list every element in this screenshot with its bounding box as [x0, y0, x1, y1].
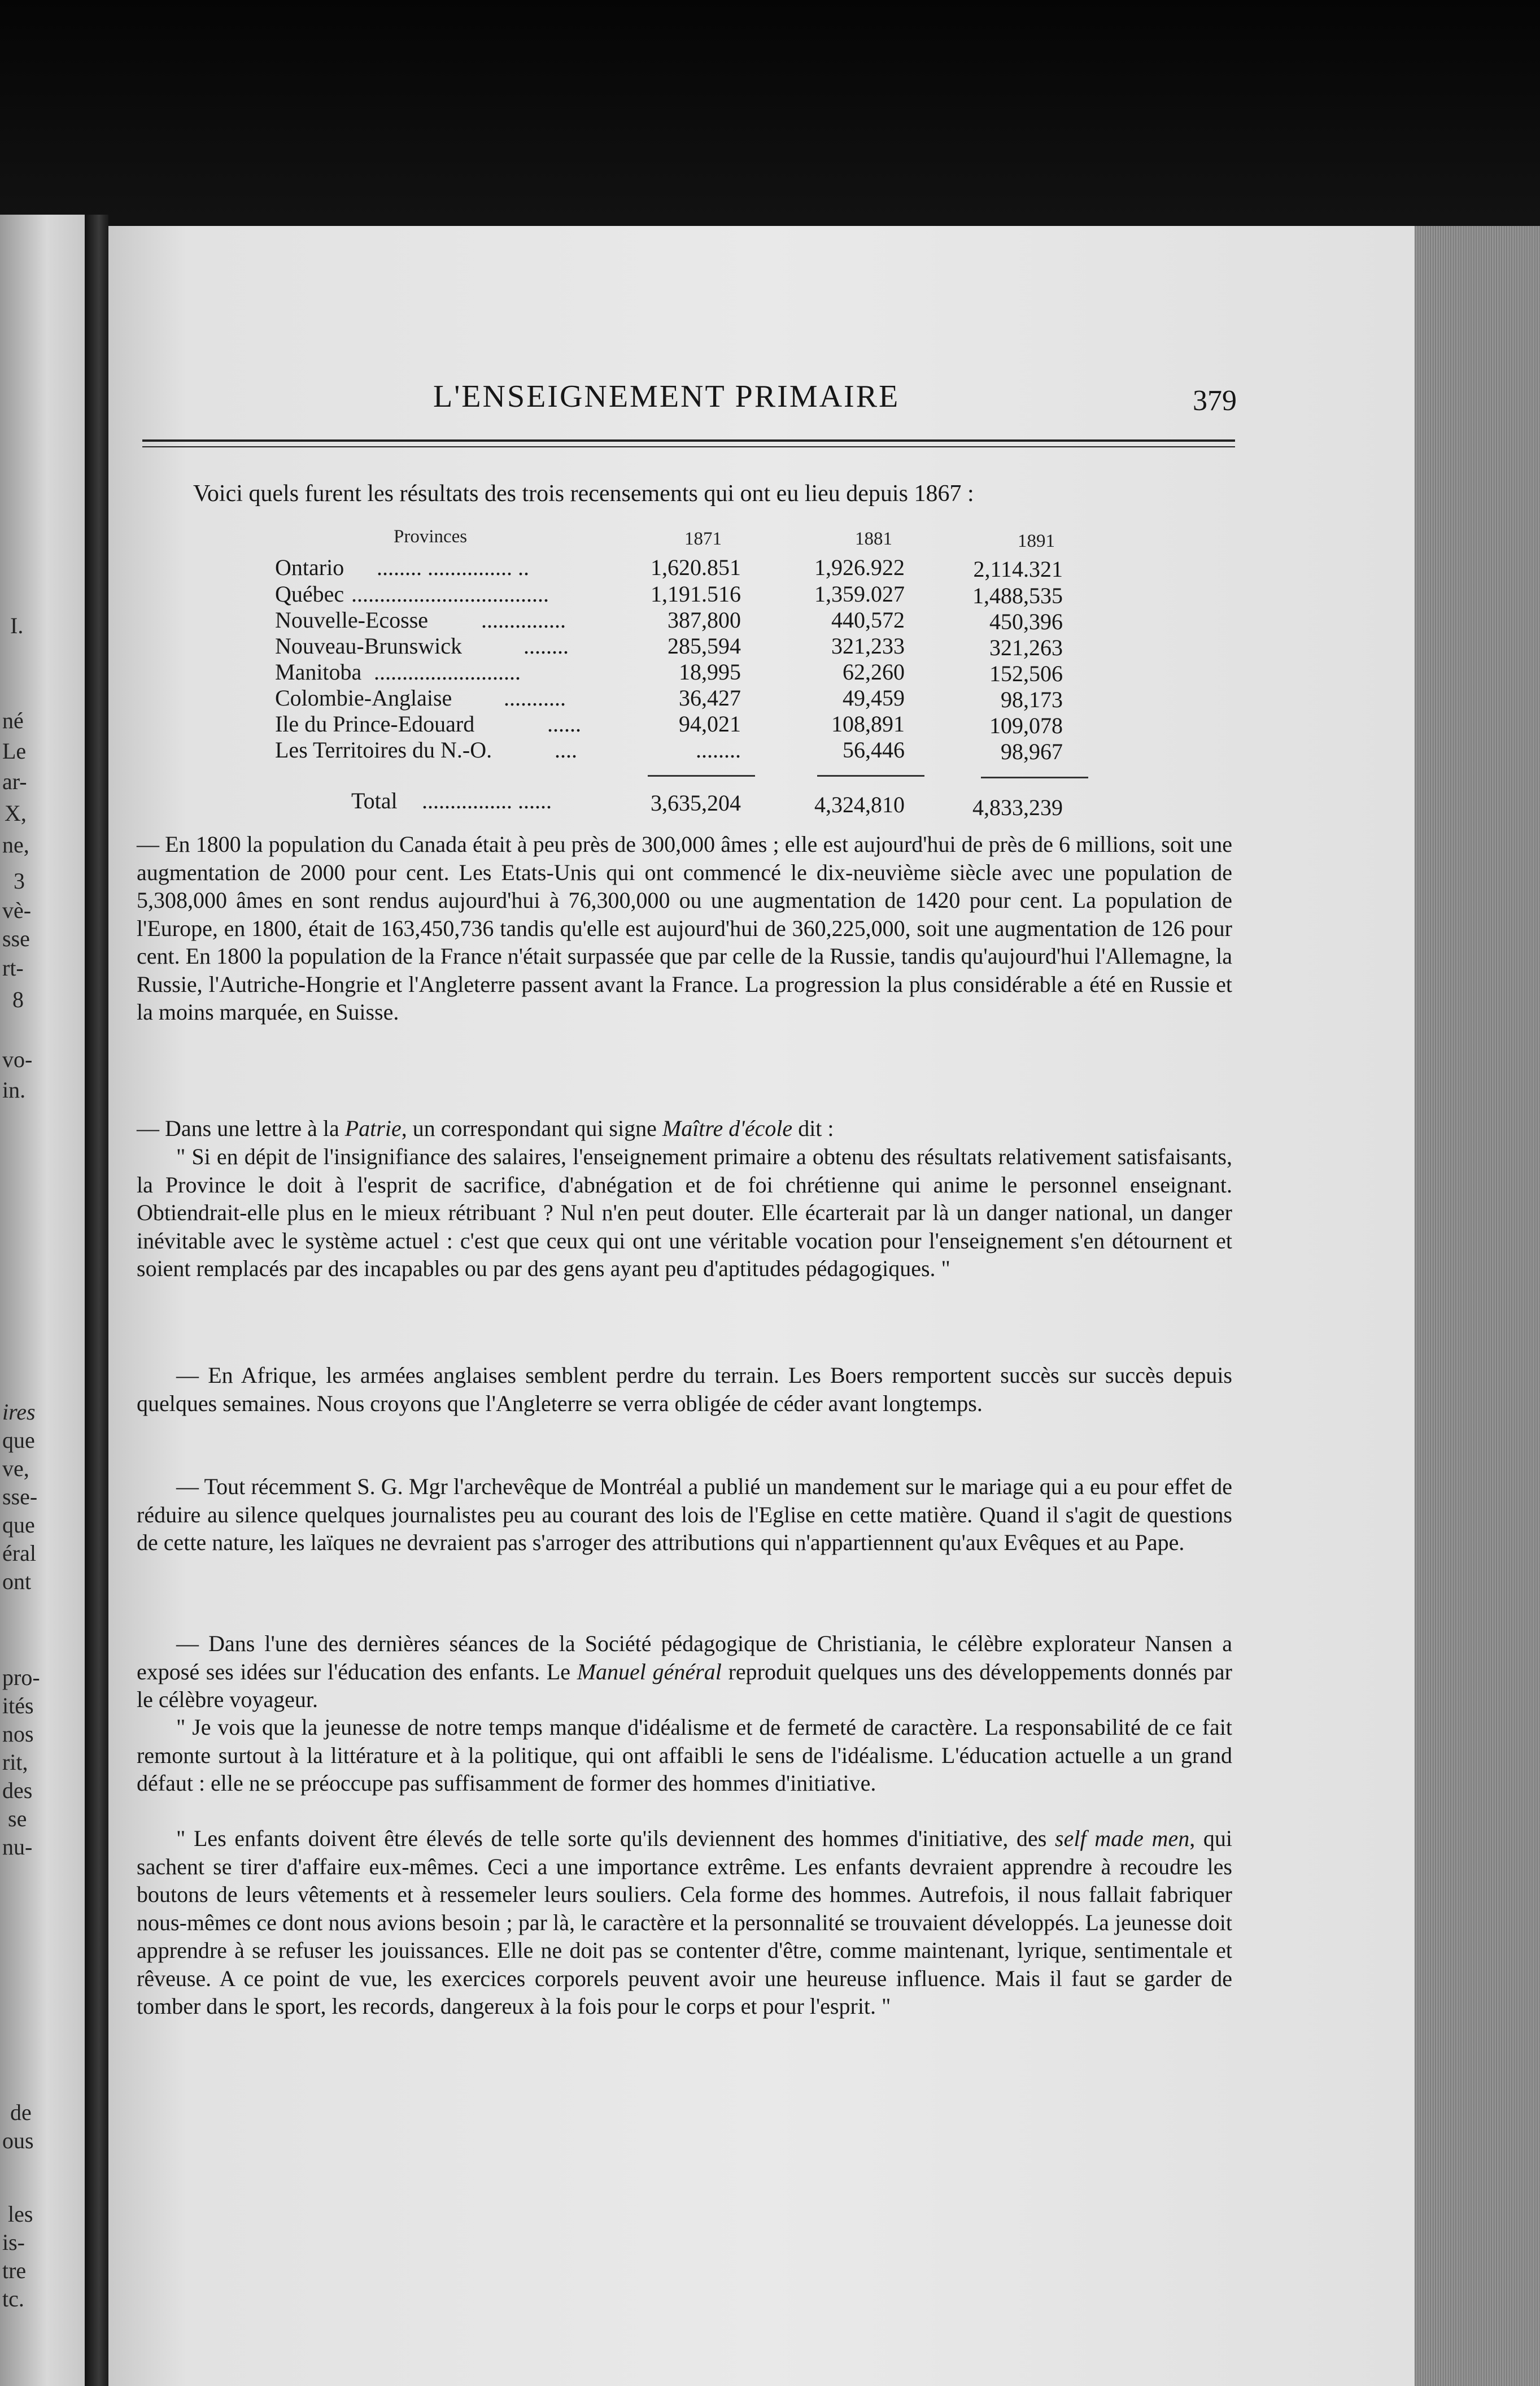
- paragraph-text: , qui sachent se tirer d'affaire eux-mêmes. Ceci a une importance extrême. Les enfants devraient apprendre à recoudre les boutons de leurs vêtements et à ressemeler leurs souliers. Cela forme des hommes. Autrefois, il nous fallait fabriquer nous-mêmes ce dont nous avions besoin ; par là, le caractère et la personnalité se trouvaient développés. La jeunesse doit apprendre à se refuser les jouissances. Elle ne doit pas se contenter d'être, comme maintenant, lyrique, sentimentale et rêveuse. A ce point de vue, les exercices corporels peuvent avoir une heureuse influence. Mais il faut se garder de tomber dans le sport, les records, dangereux à la fois pour le corps et pour l'esprit. ": [137, 1826, 1232, 2019]
- total-rule: [981, 777, 1088, 778]
- table-row-province: Colombie-Anglaise: [275, 685, 452, 711]
- table-row-leader: ...................................: [351, 581, 549, 607]
- paragraph-text: " Je vois que la jeunesse de notre temps manque d'idéalisme et de fermeté de caractère. La responsabilité de ce fait remonte surtout à la littérature et à la politique, qui ont affaibli le sens de l'idéalisme. L'éducation actuelle a un grand défaut : elle ne se préoccupe pas suffisamment de former des hommes d'initiative.: [137, 1714, 1232, 1796]
- left-page-fragment: sse-: [2, 1484, 38, 1509]
- total-1871: 3,635,204: [651, 790, 741, 816]
- left-page-fragment: vo-: [2, 1047, 33, 1072]
- table-cell-1871: 387,800: [668, 607, 741, 633]
- table-row-province: Ile du Prince-Edouard: [275, 711, 475, 737]
- table-cell-1881: 56,446: [843, 737, 905, 763]
- table-row-leader: ......: [547, 711, 581, 737]
- col-header-1881: 1881: [855, 529, 892, 549]
- book-gutter: [85, 215, 108, 2386]
- left-page-fragment: se: [8, 1806, 27, 1831]
- left-page-fragment: ve,: [2, 1456, 29, 1481]
- col-header-1871: 1871: [684, 529, 722, 549]
- table-cell-1871: 1,620.851: [651, 555, 741, 580]
- running-head: L'ENSEIGNEMENT PRIMAIRE: [433, 379, 900, 414]
- table-row-province: Ontario: [275, 555, 344, 580]
- table-cell-1891: 152,506: [989, 661, 1063, 686]
- left-page-fragment: tre: [2, 2258, 27, 2283]
- left-page-fragment: les: [8, 2201, 33, 2227]
- table-cell-1881: 1,359.027: [814, 581, 905, 607]
- paragraph-text: dit :: [792, 1116, 834, 1141]
- left-page-fragment: sse: [2, 926, 30, 951]
- left-page-fragment: vè-: [2, 898, 32, 923]
- total-rule: [817, 775, 924, 777]
- left-page-fragment: des: [2, 1778, 33, 1803]
- table-cell-1871: 285,594: [668, 633, 741, 659]
- table-cell-1891: 2,114.321: [973, 556, 1063, 582]
- left-page-fragment: in.: [2, 1077, 26, 1103]
- col-header-provinces: Provinces: [394, 526, 468, 547]
- paragraph-letter-quote: [137, 1143, 1232, 1283]
- left-page-fragment: 8: [12, 987, 24, 1012]
- total-1881: 4,324,810: [814, 792, 905, 817]
- table-cell-1891: 98,173: [1001, 687, 1063, 712]
- paragraph-nansen-quote-2: [137, 1825, 1232, 2021]
- table-cell-1881: 108,891: [831, 711, 905, 737]
- table-cell-1871: 1,191.516: [651, 581, 741, 607]
- total-label: Total: [351, 788, 398, 813]
- total-rule: [648, 775, 755, 777]
- table-cell-1891: 98,967: [1001, 739, 1063, 764]
- table-cell-1881: 321,233: [831, 633, 905, 659]
- paragraph-nansen-quote-1: [137, 1713, 1232, 1797]
- header-rule: [142, 439, 1235, 442]
- census-intro: Voici quels furent les résultats des trois recensements qui ont eu lieu depuis 1867 :: [193, 481, 974, 507]
- paragraph-text: — Tout récemment S. G. Mgr l'archevêque de Montréal a publié un mandement sur le mariage qui a eu pour effet de réduire au silence quelques journalistes peu au courant des lois de l'Eglise en cette matière. Quand il s'agit de questions de cette nature, les laïques ne devraient pas s'arroger des attributions qui n'appartiennent qu'aux Evêques et au Pape.: [137, 1474, 1232, 1555]
- table-cell-1891: 321,263: [989, 635, 1063, 660]
- italic-text: Maître d'école: [662, 1116, 793, 1141]
- table-row-leader: ...........: [504, 685, 566, 711]
- paragraph-text: — En 1800 la population du Canada était à peu près de 300,000 âmes ; elle est aujourd'hui de près de 6 millions, soit une augmentation de 2000 pour cent. Les Etats-Unis qui ont commencé le dix-neuvième siècle avec une population de 5,308,000 âmes en sont rendus aujourd'hui à 76,300,000 ou une augmentation de 1420 pour cent. La population de l'Europe, en 1800, était de 163,450,736 tandis qu'elle est aujourd'hui de 360,225,000, soit une augmentation de 126 pour cent. En 1800 la population de la France n'était surpassée que par celle de la Russie, tandis qu'aujourd'hui l'Allemagne, la Russie, l'Autriche-Hongrie et l'Angleterre passent avant la France. La progression la plus considérable a été en Russie et la moins marquée, en Suisse.: [137, 831, 1232, 1025]
- table-row-province: Nouveau-Brunswick: [275, 633, 463, 659]
- left-page-fragment: pro-: [2, 1665, 40, 1690]
- left-page-fragment: ités: [2, 1693, 34, 1718]
- italic-text: Patrie: [344, 1116, 402, 1141]
- left-page-fragment: éral: [2, 1540, 36, 1566]
- paragraph-text: " Les enfants doivent être élevés de telle sorte qu'ils deviennent des hommes d'initiative, des: [176, 1826, 1055, 1851]
- table-cell-1881: 62,260: [843, 659, 905, 685]
- left-page-fragment: de: [10, 2100, 32, 2125]
- table-row-leader: ........ ............... ..: [377, 555, 529, 580]
- table-row-leader: ........: [523, 633, 569, 659]
- table-cell-1891: 450,396: [989, 609, 1063, 634]
- paragraph-text: , un correspondant qui signe: [401, 1116, 662, 1141]
- left-page-fragment: nos: [2, 1721, 34, 1747]
- left-page-fragment: né: [2, 708, 24, 733]
- table-cell-1891: 1,488,535: [972, 583, 1063, 608]
- col-header-1891: 1891: [1018, 531, 1055, 551]
- table-cell-1871: ........: [696, 737, 741, 763]
- table-cell-1881: 440,572: [831, 607, 905, 633]
- table-row-province: Manitoba: [275, 659, 362, 685]
- paragraph-text: — Dans l'une des dernières séances de la Société pédagogique de Christiania, le célèbre explorateur Nansen a exposé ses idées sur l'éducation des enfants. Le: [137, 1631, 1232, 1684]
- left-page-fragment: que: [2, 1427, 35, 1453]
- paragraph-text: — En Afrique, les armées anglaises semblent perdre du terrain. Les Boers remportent succès sur succès depuis quelques semaines. Nous croyons que l'Angleterre se verra obligée de céder avant longtemps.: [137, 1362, 1232, 1416]
- paragraph-text: " Si en dépit de l'insignifiance des salaires, l'enseignement primaire a obtenu des résultats relativement satisfaisants, la Province le doit à l'esprit de sacrifice, d'abnégation et de foi chrétienne qui anime le personnel enseignant. Obtiendrait-elle plus en le mieux rétribuant ? Nul n'en peut douter. Elle écarterait par là un danger national, un danger inévitable avec le système actuel : c'est que ceux qui ont une véritable vocation pour l'enseignement s'en détournent et soient remplacés par des incapables ou par des gens ayant peu d'aptitudes pédagogiques. ": [137, 1144, 1232, 1281]
- table-row-leader: ...............: [481, 607, 566, 633]
- table-cell-1881: 49,459: [843, 685, 905, 711]
- book-page: [108, 226, 1415, 2386]
- table-row-province: Les Territoires du N.-O.: [275, 737, 492, 763]
- paragraph-population: [137, 830, 1232, 1026]
- left-page-fragment: nu-: [2, 1834, 33, 1860]
- table-row-leader: ..........................: [374, 659, 521, 685]
- left-page-fragment: ont: [2, 1569, 32, 1594]
- left-page-fragment: ar-: [2, 769, 27, 794]
- left-page-fragment: ne,: [2, 832, 29, 857]
- left-page-fragment: ous: [2, 2128, 34, 2153]
- italic-text: Manuel général: [577, 1658, 722, 1684]
- table-row-leader: ....: [555, 737, 577, 763]
- table-cell-1881: 1,926.922: [814, 555, 905, 580]
- italic-text: self made men: [1055, 1826, 1190, 1851]
- table-row-province: Nouvelle-Ecosse: [275, 607, 429, 633]
- left-page-fragment: ires: [2, 1399, 36, 1425]
- table-cell-1871: 36,427: [679, 685, 741, 711]
- scan-background: [0, 0, 1540, 237]
- paragraph-text: reproduit quelques uns des développements donnés par le célèbre voyageur.: [137, 1658, 1232, 1712]
- left-page-fragment: is-: [2, 2230, 25, 2255]
- page-block-edge: [1415, 226, 1540, 2386]
- left-page-fragment: 3: [14, 868, 25, 894]
- paragraph-nansen: [137, 1630, 1232, 1714]
- paragraph-africa: [137, 1361, 1232, 1417]
- table-cell-1871: 94,021: [679, 711, 741, 737]
- left-page-fragment: Le: [2, 738, 27, 764]
- left-page-fragment: tc.: [2, 2286, 24, 2311]
- left-page-fragment: rt-: [2, 955, 24, 981]
- left-page-fragment: rit,: [2, 1749, 28, 1775]
- table-cell-1871: 18,995: [679, 659, 741, 685]
- table-row-leader: ................ ......: [422, 788, 552, 813]
- table-row-province: Québec: [275, 581, 344, 607]
- paragraph-letter-intro: [137, 1114, 1232, 1143]
- header-rule: [142, 446, 1235, 447]
- table-cell-1891: 109,078: [989, 713, 1063, 738]
- page-number: 379: [1193, 385, 1237, 417]
- total-1891: 4,833,239: [972, 795, 1063, 820]
- paragraph-text: — Dans une lettre à la: [137, 1116, 345, 1141]
- left-page-fragment: que: [2, 1512, 35, 1538]
- paragraph-mandement: [137, 1473, 1232, 1557]
- left-page-fragment: X,: [5, 800, 27, 826]
- adjacent-left-page: [0, 215, 85, 2386]
- left-page-fragment: I.: [10, 613, 24, 638]
